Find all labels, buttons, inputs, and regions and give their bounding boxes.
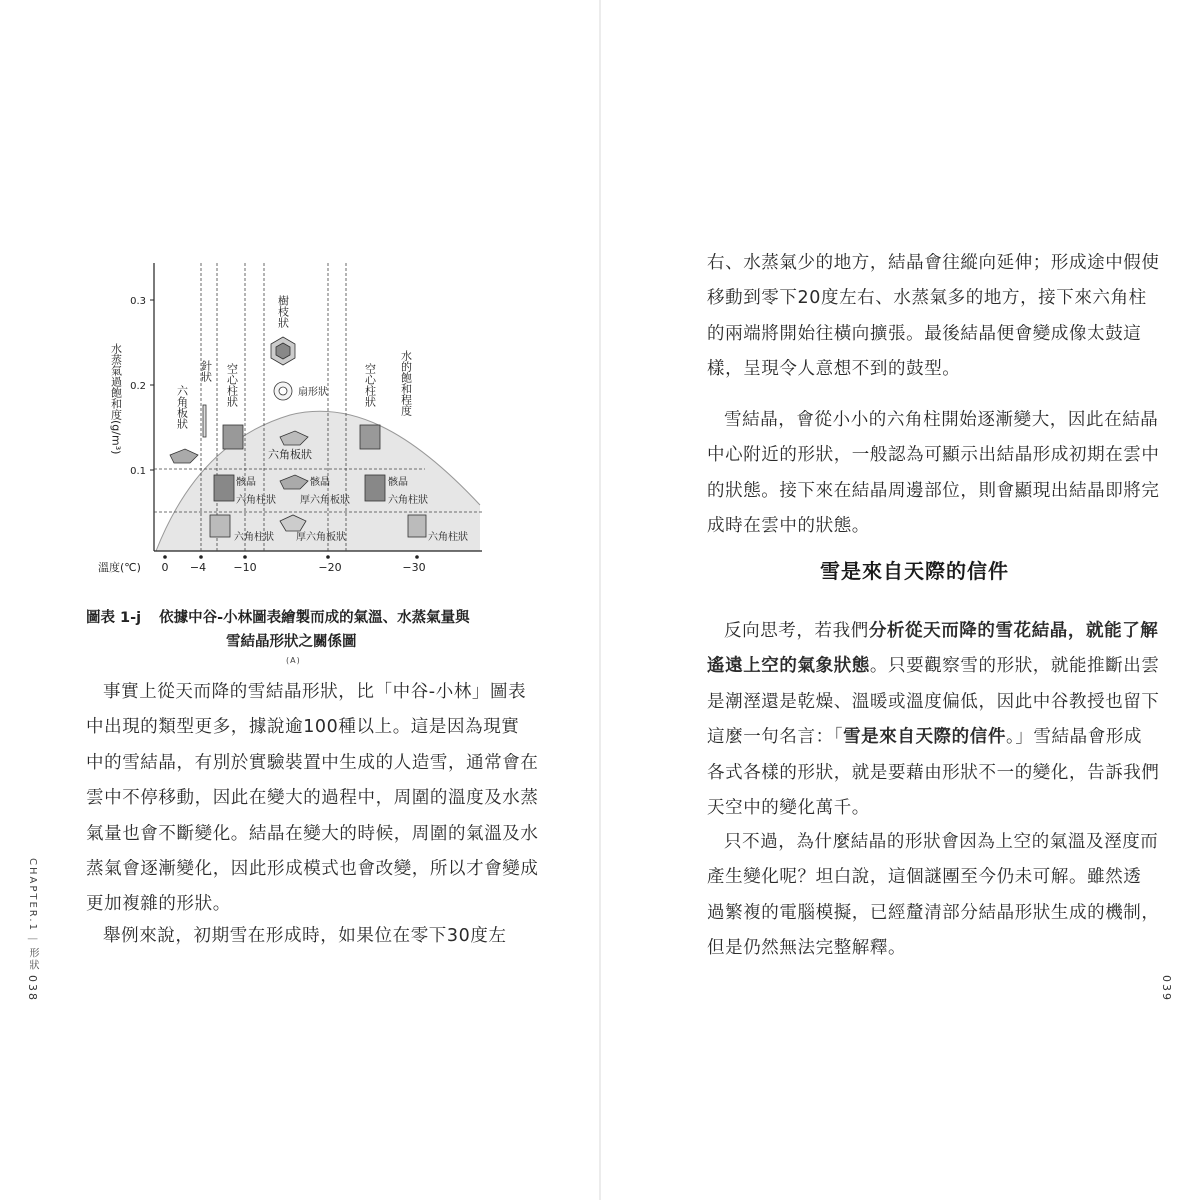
x-tick-dots — [163, 555, 419, 559]
text-line: 右、水蒸氣少的地方，結晶會往縱向延伸；形成途中假使 — [707, 253, 1160, 273]
x-tick-label: −4 — [189, 561, 207, 574]
skeleton-column-left — [214, 475, 234, 501]
hollow-column-left-label: 空心柱狀 — [225, 363, 239, 407]
right-paragraph-4 — [707, 825, 1160, 967]
text-line: 的兩端將開始往橫向擴張。最後結晶便會變成像太鼓這 — [707, 323, 1142, 344]
caption-line-1: 依據中谷-小林圖表繪製而成的氣溫、水蒸氣量與 — [159, 610, 470, 626]
diagram-svg — [90, 255, 510, 585]
right-paragraph-3 — [707, 614, 1160, 826]
skeleton-column-right — [365, 475, 385, 501]
page-number-right: 039 — [1160, 975, 1173, 1002]
text-line: 中的雪結晶，有別於實驗裝置中生成的人造雪，通常會在 — [86, 752, 539, 773]
x-tick-label: −10 — [233, 561, 257, 574]
fan-label: 扇形狀 — [298, 387, 328, 398]
text-line: 過繁複的電腦模擬，已經釐清部分結晶形狀生成的機制， — [707, 902, 1160, 923]
text-line: 只不過，為什麼結晶的形狀會因為上空的氣溫及溼度而 — [724, 832, 1159, 852]
chapter-title: 形狀 — [27, 947, 38, 972]
text-line: 舉例來說，初期雪在形成時，如果位在零下30度左 — [103, 926, 507, 946]
needle-crystal — [203, 405, 206, 437]
column-crystal-left — [210, 515, 230, 537]
text-line: 各式各樣的形狀，就是要藉由形狀不一的變化，告訴我們 — [707, 762, 1160, 783]
plate-crystal-left — [170, 449, 198, 463]
figure-caption — [86, 606, 470, 654]
text-line: 天空中的變化萬千。 — [707, 797, 870, 818]
text-line: 反向思考，若我們分析從天而降的雪花結晶，就能了解 — [724, 621, 1159, 641]
text-line: 產生變化呢？坦白說，這個謎團至今仍未可解。雖然透 — [707, 867, 1142, 888]
skeleton-label-right: 骸晶 — [388, 477, 408, 488]
right-paragraph-2 — [707, 403, 1160, 545]
running-head: CHAPTER.1 | 形狀 — [27, 858, 38, 972]
right-page — [600, 0, 1200, 1200]
plate-center-label: 六角板狀 — [268, 448, 312, 461]
skeleton-plate-right-label: 六角柱狀 — [388, 495, 428, 506]
text-line: 蒸氣會逐漸變化，因此形成模式也會改變，所以才會變成 — [86, 858, 539, 879]
skeleton-label-left: 骸晶 — [236, 477, 256, 488]
text-line: 移動到零下20度左右、水蒸氣多的地方，接下來六角柱 — [707, 288, 1147, 309]
chapter-label: CHAPTER.1 — [27, 858, 38, 932]
x-tick-label: −30 — [402, 561, 426, 574]
figure-number: 圖表 1-j — [86, 610, 142, 626]
x-tick-label: 0 — [161, 561, 169, 574]
y-tick-label: 0.3 — [130, 296, 146, 307]
left-paragraph-2 — [86, 919, 507, 954]
x-tick-label: −20 — [318, 561, 342, 574]
y-axis-label: 水蒸氣過飽和度(g/m³) — [109, 343, 123, 455]
hollow-column-left — [223, 425, 243, 449]
text-line: 但是仍然無法完整解釋。 — [707, 938, 907, 959]
skeleton-plate-left-label: 六角柱狀 — [236, 495, 276, 506]
hollow-column-right — [360, 425, 380, 449]
text-line: 是潮溼還是乾燥、溫暖或溫度偏低，因此中谷教授也留下 — [707, 691, 1160, 712]
book-gutter — [599, 0, 601, 1200]
text-line: 雪結晶，會從小小的六角柱開始逐漸變大，因此在結晶 — [724, 410, 1159, 430]
dendrite-crystal — [271, 337, 295, 365]
x-axis-label: 溫度(℃) — [98, 561, 141, 574]
column-crystal-right — [408, 515, 426, 537]
section-heading: 雪是來自天際的信件 — [820, 559, 1009, 583]
skeleton-label-center: 骸晶 — [310, 477, 330, 488]
needle-label: 針狀 — [199, 360, 213, 382]
plate-left-label: 六角板狀 — [175, 385, 189, 429]
y-tick-label: 0.1 — [130, 466, 146, 477]
left-paragraph-1 — [86, 675, 539, 923]
text-line: 中心附近的形狀，一般認為可顯示出結晶形成初期在雲中 — [707, 445, 1160, 466]
dendrite-label: 樹枝狀 — [276, 295, 290, 328]
text-line: 這麼一句名言：「雪是來自天際的信件。」雪結晶會形成 — [707, 727, 1143, 748]
thick-plate-bottom-label: 厚六角板狀 — [296, 532, 346, 543]
text-line: 氣量也會不斷變化。結晶在變大的時候，周圍的氣溫及水 — [86, 823, 539, 844]
text-line: 遙遠上空的氣象狀態。只要觀察雪的形狀，就能推斷出雲 — [707, 656, 1160, 677]
page-number-left: 038 — [26, 975, 39, 1002]
text-line: 中出現的類型更多，據說逾100種以上。這是因為現實 — [86, 717, 520, 738]
text-line: 雲中不停移動，因此在變大的過程中，周圍的溫度及水蒸 — [86, 788, 539, 809]
column-left-label: 六角柱狀 — [234, 532, 274, 543]
text-line: 成時在雲中的狀態。 — [707, 516, 870, 537]
text-line: 樣，呈現令人意想不到的鼓型。 — [707, 359, 961, 380]
text-line: 事實上從天而降的雪結晶形狀，比「中谷-小林」圖表 — [103, 682, 527, 702]
caption-line-2: 雪結晶形狀之關係圖 — [226, 634, 357, 650]
snow-crystal-diagram — [90, 255, 510, 585]
text-line: 更加複雜的形狀。 — [86, 894, 231, 915]
text-line: 的狀態。接下來在結晶周邊部位，則會顯現出結晶即將完 — [707, 480, 1160, 501]
fan-crystal — [274, 382, 292, 400]
y-tick-label: 0.2 — [130, 381, 146, 392]
curve-label: 水的飽和程度 — [399, 350, 413, 416]
caption-sub: (A) — [286, 656, 301, 665]
skeleton-thick-plate-label: 厚六角板狀 — [300, 495, 350, 506]
hollow-column-right-label: 空心柱狀 — [363, 363, 377, 407]
right-paragraph-1 — [707, 246, 1160, 388]
column-right-label: 六角柱狀 — [428, 532, 468, 543]
